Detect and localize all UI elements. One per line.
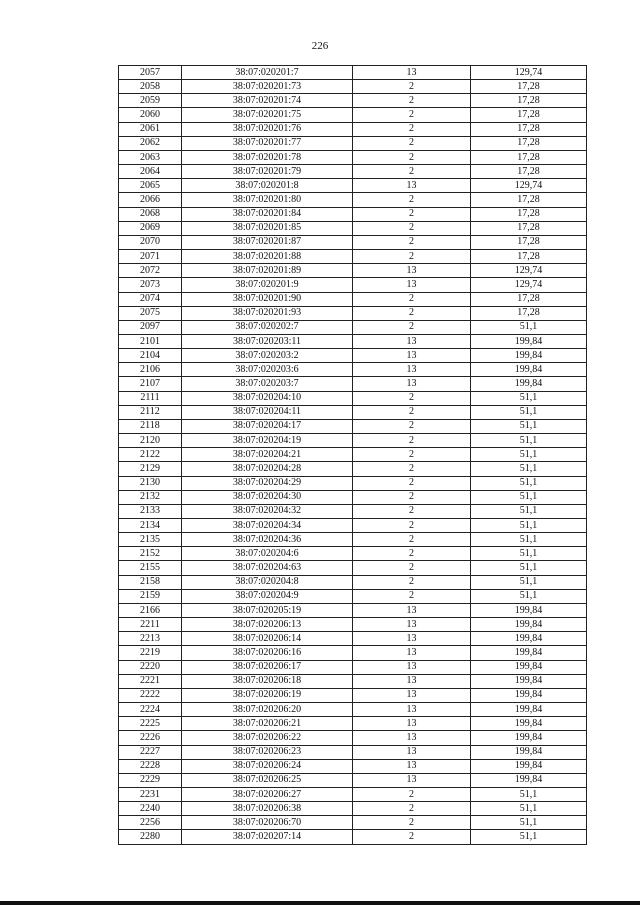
value-cell: 199,84 bbox=[471, 703, 587, 717]
cadastral-number-cell: 38:07:020204:10 bbox=[182, 391, 353, 405]
value-cell: 51,1 bbox=[471, 787, 587, 801]
cadastral-number-cell: 38:07:020203:2 bbox=[182, 349, 353, 363]
class-cell: 13 bbox=[353, 717, 471, 731]
value-cell: 51,1 bbox=[471, 519, 587, 533]
table-row bbox=[119, 334, 587, 348]
table-row bbox=[119, 391, 587, 405]
table-row bbox=[119, 264, 587, 278]
row-number-cell: 2075 bbox=[119, 306, 182, 320]
table-row bbox=[119, 363, 587, 377]
class-cell: 13 bbox=[353, 632, 471, 646]
row-number-cell: 2063 bbox=[119, 150, 182, 164]
class-cell: 2 bbox=[353, 589, 471, 603]
value-cell: 51,1 bbox=[471, 561, 587, 575]
cadastral-number-cell: 38:07:020207:14 bbox=[182, 830, 353, 844]
class-cell: 13 bbox=[353, 773, 471, 787]
value-cell: 129,74 bbox=[471, 179, 587, 193]
table-row bbox=[119, 136, 587, 150]
cadastral-table-container bbox=[118, 65, 586, 845]
row-number-cell: 2225 bbox=[119, 717, 182, 731]
table-row bbox=[119, 94, 587, 108]
row-number-cell: 2062 bbox=[119, 136, 182, 150]
cadastral-number-cell: 38:07:020201:93 bbox=[182, 306, 353, 320]
value-cell: 199,84 bbox=[471, 363, 587, 377]
class-cell: 2 bbox=[353, 207, 471, 221]
row-number-cell: 2280 bbox=[119, 830, 182, 844]
table-row bbox=[119, 221, 587, 235]
row-number-cell: 2221 bbox=[119, 674, 182, 688]
value-cell: 17,28 bbox=[471, 122, 587, 136]
table-row bbox=[119, 150, 587, 164]
value-cell: 199,84 bbox=[471, 334, 587, 348]
cadastral-number-cell: 38:07:020201:80 bbox=[182, 193, 353, 207]
table-row bbox=[119, 405, 587, 419]
cadastral-number-cell: 38:07:020204:32 bbox=[182, 504, 353, 518]
table-row bbox=[119, 434, 587, 448]
table-row bbox=[119, 448, 587, 462]
cadastral-number-cell: 38:07:020206:25 bbox=[182, 773, 353, 787]
value-cell: 17,28 bbox=[471, 250, 587, 264]
value-cell: 51,1 bbox=[471, 391, 587, 405]
class-cell: 2 bbox=[353, 165, 471, 179]
cadastral-number-cell: 38:07:020204:9 bbox=[182, 589, 353, 603]
cadastral-number-cell: 38:07:020204:30 bbox=[182, 490, 353, 504]
row-number-cell: 2226 bbox=[119, 731, 182, 745]
table-row bbox=[119, 377, 587, 391]
row-number-cell: 2073 bbox=[119, 278, 182, 292]
row-number-cell: 2097 bbox=[119, 320, 182, 334]
class-cell: 13 bbox=[353, 618, 471, 632]
cadastral-table bbox=[118, 65, 587, 845]
class-cell: 2 bbox=[353, 802, 471, 816]
cadastral-number-cell: 38:07:020201:88 bbox=[182, 250, 353, 264]
class-cell: 2 bbox=[353, 235, 471, 249]
cadastral-number-cell: 38:07:020201:73 bbox=[182, 80, 353, 94]
row-number-cell: 2213 bbox=[119, 632, 182, 646]
row-number-cell: 2219 bbox=[119, 646, 182, 660]
table-row bbox=[119, 207, 587, 221]
row-number-cell: 2060 bbox=[119, 108, 182, 122]
row-number-cell: 2106 bbox=[119, 363, 182, 377]
class-cell: 2 bbox=[353, 519, 471, 533]
cadastral-number-cell: 38:07:020201:8 bbox=[182, 179, 353, 193]
value-cell: 17,28 bbox=[471, 292, 587, 306]
value-cell: 199,84 bbox=[471, 618, 587, 632]
table-row bbox=[119, 179, 587, 193]
value-cell: 51,1 bbox=[471, 448, 587, 462]
row-number-cell: 2101 bbox=[119, 334, 182, 348]
row-number-cell: 2118 bbox=[119, 419, 182, 433]
cadastral-number-cell: 38:07:020201:79 bbox=[182, 165, 353, 179]
cadastral-number-cell: 38:07:020204:11 bbox=[182, 405, 353, 419]
row-number-cell: 2069 bbox=[119, 221, 182, 235]
class-cell: 2 bbox=[353, 787, 471, 801]
row-number-cell: 2058 bbox=[119, 80, 182, 94]
class-cell: 13 bbox=[353, 731, 471, 745]
value-cell: 199,84 bbox=[471, 688, 587, 702]
row-number-cell: 2132 bbox=[119, 490, 182, 504]
cadastral-number-cell: 38:07:020201:87 bbox=[182, 235, 353, 249]
table-row bbox=[119, 519, 587, 533]
value-cell: 199,84 bbox=[471, 745, 587, 759]
class-cell: 2 bbox=[353, 306, 471, 320]
class-cell: 2 bbox=[353, 533, 471, 547]
row-number-cell: 2064 bbox=[119, 165, 182, 179]
cadastral-number-cell: 38:07:020201:90 bbox=[182, 292, 353, 306]
value-cell: 17,28 bbox=[471, 136, 587, 150]
table-row bbox=[119, 108, 587, 122]
row-number-cell: 2074 bbox=[119, 292, 182, 306]
cadastral-number-cell: 38:07:020204:17 bbox=[182, 419, 353, 433]
value-cell: 51,1 bbox=[471, 533, 587, 547]
cadastral-number-cell: 38:07:020204:36 bbox=[182, 533, 353, 547]
table-row bbox=[119, 660, 587, 674]
class-cell: 13 bbox=[353, 745, 471, 759]
class-cell: 2 bbox=[353, 830, 471, 844]
value-cell: 51,1 bbox=[471, 830, 587, 844]
class-cell: 2 bbox=[353, 320, 471, 334]
cadastral-number-cell: 38:07:020201:7 bbox=[182, 66, 353, 80]
class-cell: 2 bbox=[353, 150, 471, 164]
value-cell: 17,28 bbox=[471, 207, 587, 221]
class-cell: 13 bbox=[353, 363, 471, 377]
class-cell: 13 bbox=[353, 334, 471, 348]
row-number-cell: 2159 bbox=[119, 589, 182, 603]
value-cell: 17,28 bbox=[471, 221, 587, 235]
cadastral-number-cell: 38:07:020206:21 bbox=[182, 717, 353, 731]
value-cell: 199,84 bbox=[471, 759, 587, 773]
row-number-cell: 2112 bbox=[119, 405, 182, 419]
cadastral-number-cell: 38:07:020204:19 bbox=[182, 434, 353, 448]
value-cell: 199,84 bbox=[471, 349, 587, 363]
cadastral-number-cell: 38:07:020201:84 bbox=[182, 207, 353, 221]
row-number-cell: 2158 bbox=[119, 575, 182, 589]
cadastral-number-cell: 38:07:020206:16 bbox=[182, 646, 353, 660]
value-cell: 17,28 bbox=[471, 108, 587, 122]
cadastral-number-cell: 38:07:020201:85 bbox=[182, 221, 353, 235]
class-cell: 2 bbox=[353, 136, 471, 150]
row-number-cell: 2070 bbox=[119, 235, 182, 249]
row-number-cell: 2057 bbox=[119, 66, 182, 80]
class-cell: 2 bbox=[353, 122, 471, 136]
value-cell: 17,28 bbox=[471, 193, 587, 207]
table-row bbox=[119, 292, 587, 306]
table-row bbox=[119, 80, 587, 94]
class-cell: 13 bbox=[353, 660, 471, 674]
cadastral-number-cell: 38:07:020206:22 bbox=[182, 731, 353, 745]
cadastral-number-cell: 38:07:020206:23 bbox=[182, 745, 353, 759]
table-body bbox=[119, 66, 587, 845]
table-row bbox=[119, 250, 587, 264]
value-cell: 199,84 bbox=[471, 773, 587, 787]
value-cell: 51,1 bbox=[471, 490, 587, 504]
cadastral-number-cell: 38:07:020205:19 bbox=[182, 603, 353, 617]
value-cell: 129,74 bbox=[471, 66, 587, 80]
row-number-cell: 2134 bbox=[119, 519, 182, 533]
value-cell: 199,84 bbox=[471, 646, 587, 660]
row-number-cell: 2240 bbox=[119, 802, 182, 816]
table-row bbox=[119, 235, 587, 249]
row-number-cell: 2133 bbox=[119, 504, 182, 518]
page-number: 226 bbox=[311, 40, 329, 52]
class-cell: 13 bbox=[353, 688, 471, 702]
class-cell: 2 bbox=[353, 405, 471, 419]
cadastral-number-cell: 38:07:020206:20 bbox=[182, 703, 353, 717]
class-cell: 2 bbox=[353, 94, 471, 108]
value-cell: 199,84 bbox=[471, 632, 587, 646]
value-cell: 51,1 bbox=[471, 504, 587, 518]
row-number-cell: 2222 bbox=[119, 688, 182, 702]
cadastral-number-cell: 38:07:020204:34 bbox=[182, 519, 353, 533]
cadastral-number-cell: 38:07:020206:18 bbox=[182, 674, 353, 688]
table-row bbox=[119, 830, 587, 844]
table-row bbox=[119, 193, 587, 207]
table-row bbox=[119, 703, 587, 717]
class-cell: 2 bbox=[353, 391, 471, 405]
value-cell: 51,1 bbox=[471, 816, 587, 830]
table-row bbox=[119, 674, 587, 688]
table-row bbox=[119, 122, 587, 136]
value-cell: 17,28 bbox=[471, 306, 587, 320]
row-number-cell: 2065 bbox=[119, 179, 182, 193]
value-cell: 51,1 bbox=[471, 589, 587, 603]
value-cell: 51,1 bbox=[471, 575, 587, 589]
table-row bbox=[119, 66, 587, 80]
table-row bbox=[119, 688, 587, 702]
table-row bbox=[119, 533, 587, 547]
cadastral-number-cell: 38:07:020206:70 bbox=[182, 816, 353, 830]
row-number-cell: 2111 bbox=[119, 391, 182, 405]
table-row bbox=[119, 490, 587, 504]
table-row bbox=[119, 731, 587, 745]
class-cell: 2 bbox=[353, 462, 471, 476]
row-number-cell: 2227 bbox=[119, 745, 182, 759]
table-row bbox=[119, 589, 587, 603]
class-cell: 2 bbox=[353, 448, 471, 462]
class-cell: 2 bbox=[353, 490, 471, 504]
row-number-cell: 2066 bbox=[119, 193, 182, 207]
row-number-cell: 2224 bbox=[119, 703, 182, 717]
value-cell: 51,1 bbox=[471, 320, 587, 334]
value-cell: 199,84 bbox=[471, 660, 587, 674]
class-cell: 2 bbox=[353, 547, 471, 561]
value-cell: 17,28 bbox=[471, 94, 587, 108]
table-row bbox=[119, 278, 587, 292]
table-row bbox=[119, 504, 587, 518]
class-cell: 13 bbox=[353, 349, 471, 363]
value-cell: 199,84 bbox=[471, 377, 587, 391]
row-number-cell: 2135 bbox=[119, 533, 182, 547]
table-row bbox=[119, 787, 587, 801]
cadastral-number-cell: 38:07:020206:13 bbox=[182, 618, 353, 632]
table-row bbox=[119, 306, 587, 320]
cadastral-number-cell: 38:07:020201:76 bbox=[182, 122, 353, 136]
class-cell: 2 bbox=[353, 292, 471, 306]
class-cell: 2 bbox=[353, 504, 471, 518]
row-number-cell: 2166 bbox=[119, 603, 182, 617]
class-cell: 13 bbox=[353, 377, 471, 391]
class-cell: 2 bbox=[353, 575, 471, 589]
value-cell: 51,1 bbox=[471, 802, 587, 816]
cadastral-number-cell: 38:07:020206:17 bbox=[182, 660, 353, 674]
row-number-cell: 2129 bbox=[119, 462, 182, 476]
table-row bbox=[119, 618, 587, 632]
class-cell: 2 bbox=[353, 221, 471, 235]
class-cell: 2 bbox=[353, 434, 471, 448]
scan-bottom-edge bbox=[0, 901, 640, 905]
row-number-cell: 2231 bbox=[119, 787, 182, 801]
cadastral-number-cell: 38:07:020201:77 bbox=[182, 136, 353, 150]
value-cell: 17,28 bbox=[471, 165, 587, 179]
value-cell: 129,74 bbox=[471, 264, 587, 278]
table-row bbox=[119, 561, 587, 575]
cadastral-number-cell: 38:07:020201:89 bbox=[182, 264, 353, 278]
value-cell: 51,1 bbox=[471, 462, 587, 476]
row-number-cell: 2072 bbox=[119, 264, 182, 278]
class-cell: 13 bbox=[353, 278, 471, 292]
cadastral-number-cell: 38:07:020206:19 bbox=[182, 688, 353, 702]
cadastral-number-cell: 38:07:020204:29 bbox=[182, 476, 353, 490]
class-cell: 13 bbox=[353, 646, 471, 660]
row-number-cell: 2130 bbox=[119, 476, 182, 490]
row-number-cell: 2068 bbox=[119, 207, 182, 221]
cadastral-number-cell: 38:07:020206:38 bbox=[182, 802, 353, 816]
table-row bbox=[119, 419, 587, 433]
value-cell: 199,84 bbox=[471, 731, 587, 745]
class-cell: 2 bbox=[353, 561, 471, 575]
cadastral-number-cell: 38:07:020204:8 bbox=[182, 575, 353, 589]
cadastral-number-cell: 38:07:020203:6 bbox=[182, 363, 353, 377]
row-number-cell: 2211 bbox=[119, 618, 182, 632]
class-cell: 2 bbox=[353, 476, 471, 490]
table-row bbox=[119, 773, 587, 787]
value-cell: 51,1 bbox=[471, 547, 587, 561]
row-number-cell: 2122 bbox=[119, 448, 182, 462]
value-cell: 199,84 bbox=[471, 674, 587, 688]
value-cell: 17,28 bbox=[471, 80, 587, 94]
class-cell: 2 bbox=[353, 816, 471, 830]
class-cell: 2 bbox=[353, 250, 471, 264]
value-cell: 199,84 bbox=[471, 603, 587, 617]
class-cell: 2 bbox=[353, 108, 471, 122]
cadastral-number-cell: 38:07:020206:24 bbox=[182, 759, 353, 773]
value-cell: 51,1 bbox=[471, 434, 587, 448]
table-row bbox=[119, 476, 587, 490]
table-row bbox=[119, 575, 587, 589]
class-cell: 13 bbox=[353, 66, 471, 80]
cadastral-number-cell: 38:07:020201:78 bbox=[182, 150, 353, 164]
row-number-cell: 2256 bbox=[119, 816, 182, 830]
class-cell: 2 bbox=[353, 193, 471, 207]
cadastral-number-cell: 38:07:020202:7 bbox=[182, 320, 353, 334]
class-cell: 13 bbox=[353, 603, 471, 617]
value-cell: 129,74 bbox=[471, 278, 587, 292]
table-row bbox=[119, 816, 587, 830]
value-cell: 17,28 bbox=[471, 235, 587, 249]
cadastral-number-cell: 38:07:020201:75 bbox=[182, 108, 353, 122]
table-row bbox=[119, 165, 587, 179]
cadastral-number-cell: 38:07:020203:11 bbox=[182, 334, 353, 348]
cadastral-number-cell: 38:07:020204:6 bbox=[182, 547, 353, 561]
value-cell: 17,28 bbox=[471, 150, 587, 164]
cadastral-number-cell: 38:07:020206:27 bbox=[182, 787, 353, 801]
row-number-cell: 2107 bbox=[119, 377, 182, 391]
class-cell: 13 bbox=[353, 179, 471, 193]
class-cell: 13 bbox=[353, 674, 471, 688]
row-number-cell: 2104 bbox=[119, 349, 182, 363]
table-row bbox=[119, 759, 587, 773]
cadastral-number-cell: 38:07:020203:7 bbox=[182, 377, 353, 391]
value-cell: 51,1 bbox=[471, 419, 587, 433]
cadastral-number-cell: 38:07:020204:21 bbox=[182, 448, 353, 462]
class-cell: 13 bbox=[353, 264, 471, 278]
table-row bbox=[119, 745, 587, 759]
row-number-cell: 2059 bbox=[119, 94, 182, 108]
table-row bbox=[119, 632, 587, 646]
value-cell: 199,84 bbox=[471, 717, 587, 731]
table-row bbox=[119, 462, 587, 476]
table-row bbox=[119, 802, 587, 816]
cadastral-number-cell: 38:07:020204:28 bbox=[182, 462, 353, 476]
class-cell: 13 bbox=[353, 759, 471, 773]
row-number-cell: 2152 bbox=[119, 547, 182, 561]
value-cell: 51,1 bbox=[471, 476, 587, 490]
table-row bbox=[119, 547, 587, 561]
class-cell: 13 bbox=[353, 703, 471, 717]
row-number-cell: 2061 bbox=[119, 122, 182, 136]
cadastral-number-cell: 38:07:020204:63 bbox=[182, 561, 353, 575]
class-cell: 2 bbox=[353, 419, 471, 433]
row-number-cell: 2220 bbox=[119, 660, 182, 674]
row-number-cell: 2228 bbox=[119, 759, 182, 773]
cadastral-number-cell: 38:07:020201:9 bbox=[182, 278, 353, 292]
row-number-cell: 2155 bbox=[119, 561, 182, 575]
cadastral-number-cell: 38:07:020201:74 bbox=[182, 94, 353, 108]
row-number-cell: 2071 bbox=[119, 250, 182, 264]
value-cell: 51,1 bbox=[471, 405, 587, 419]
table-row bbox=[119, 603, 587, 617]
cadastral-number-cell: 38:07:020206:14 bbox=[182, 632, 353, 646]
table-row bbox=[119, 320, 587, 334]
row-number-cell: 2229 bbox=[119, 773, 182, 787]
table-row bbox=[119, 646, 587, 660]
table-row bbox=[119, 349, 587, 363]
class-cell: 2 bbox=[353, 80, 471, 94]
row-number-cell: 2120 bbox=[119, 434, 182, 448]
table-row bbox=[119, 717, 587, 731]
